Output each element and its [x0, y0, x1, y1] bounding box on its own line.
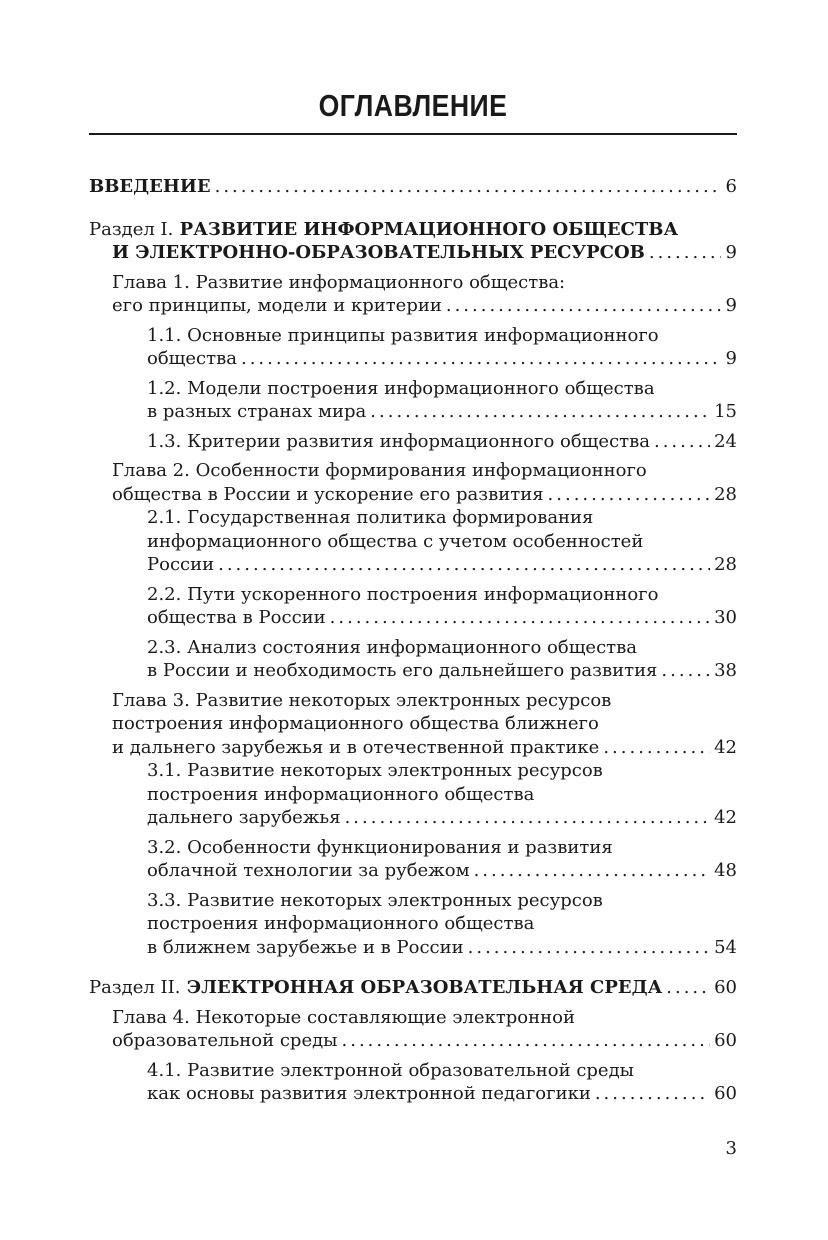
- leader-dots: [661, 659, 710, 683]
- page-number: 3: [725, 1138, 737, 1159]
- toc-entry-label: общества в России: [147, 607, 326, 628]
- toc-subsection-1-2[interactable]: [147, 377, 737, 424]
- leader-dots: [603, 736, 710, 760]
- toc-subsection-4-1[interactable]: [147, 1059, 737, 1106]
- toc-entry-line: Глава 1. Развитие информационного общества:: [112, 271, 566, 293]
- toc-entry-label: [89, 976, 662, 1000]
- leader-dots: [330, 606, 710, 630]
- toc-page-number: 60: [714, 977, 737, 998]
- toc-entry-line: 2.1. Государственная политика формирования: [147, 507, 594, 528]
- toc-subsection-3-1[interactable]: [147, 759, 737, 830]
- toc-entry-label: общества: [147, 348, 237, 369]
- toc-subsection-2-1[interactable]: [147, 506, 737, 577]
- toc-subsection-1-1[interactable]: [147, 324, 737, 371]
- toc-subsection-2-3[interactable]: [147, 636, 737, 683]
- toc-page-number: 9: [725, 295, 737, 316]
- leader-dots: [474, 859, 711, 883]
- toc-entry-label: и дальнего зарубежья и в отечественной практике: [112, 736, 600, 758]
- toc-page-number: 42: [714, 807, 737, 828]
- leader-dots: [342, 1029, 711, 1053]
- toc-entry-label: РАЗВИТИЕ ИНФОРМАЦИОННОГО ОБЩЕСТВА: [173, 218, 679, 240]
- toc-subsection-2-2[interactable]: [147, 583, 737, 630]
- leader-dots: [654, 430, 710, 454]
- toc-entry-line: 2.3. Анализ состояния информационного общества: [147, 636, 637, 658]
- toc-entry-label: как основы развития электронной педагогики: [147, 1083, 591, 1104]
- toc-entry-intro[interactable]: [89, 175, 737, 199]
- leader-dots: [218, 553, 710, 577]
- toc-entry-label: в разных странах мира: [147, 401, 367, 422]
- leader-dots: [241, 347, 721, 371]
- toc-page-number: 6: [725, 176, 737, 197]
- leader-dots: [666, 976, 710, 1000]
- toc-entry-line: построения информационного общества ближнего: [112, 713, 599, 734]
- title-rule: [89, 133, 737, 135]
- toc-entry-line: 1.2. Модели построения информационного общества: [147, 377, 655, 399]
- toc-chapter-4[interactable]: [112, 1006, 737, 1053]
- toc-entry-label: облачной технологии за рубежом: [147, 860, 470, 881]
- toc-subsection-3-2[interactable]: [147, 836, 737, 883]
- toc-entry-label: в России и необходимость его дальнейшего развития: [147, 660, 658, 681]
- leader-dots: [446, 294, 721, 318]
- page-title: ОГЛАВЛЕНИЕ: [318, 88, 508, 123]
- toc-page-number: 24: [714, 430, 737, 452]
- leader-dots: [370, 400, 710, 424]
- toc-entry-line: [89, 218, 737, 242]
- toc-page-number: 48: [714, 860, 737, 881]
- toc-entry-line: 2.2. Пути ускоренного построения информационного: [147, 583, 659, 605]
- toc-section-1[interactable]: [89, 218, 737, 265]
- toc-page-number: 15: [714, 401, 737, 422]
- toc-page: [89, 0, 737, 1240]
- leader-dots: [595, 1082, 710, 1106]
- toc-entry-line: 4.1. Развитие электронной образовательной среды: [147, 1059, 634, 1081]
- toc-section-2[interactable]: [89, 976, 737, 1000]
- toc-page-number: 28: [714, 483, 737, 505]
- leader-dots: [215, 175, 721, 199]
- leader-dots: [649, 241, 721, 265]
- toc-chapter-1[interactable]: [112, 271, 737, 318]
- toc-entry-line: 1.1. Основные принципы развития информационного: [147, 324, 659, 346]
- leader-dots: [468, 936, 710, 960]
- toc-entry-label: в ближнем зарубежье и в России: [147, 936, 464, 958]
- toc-page-number: 38: [714, 660, 737, 681]
- toc-subsection-1-3[interactable]: [147, 430, 737, 454]
- toc-entry-label: 1.3. Критерии развития информационного общества: [147, 430, 650, 452]
- toc-entry-line: 3.3. Развитие некоторых электронных ресурсов: [147, 889, 603, 911]
- toc-entry-line: 3.2. Особенности функционирования и развития: [147, 836, 613, 858]
- toc-entry-line: Глава 2. Особенности формирования информационного: [112, 460, 647, 481]
- toc-page-number: 30: [714, 607, 737, 628]
- toc-page-number: 9: [725, 242, 737, 263]
- toc-entry-line: построения информационного общества: [147, 783, 535, 805]
- toc-entry-line: 3.1. Развитие некоторых электронных ресурсов: [147, 760, 603, 781]
- table-of-contents: [89, 175, 737, 1106]
- toc-entry-line: информационного общества с учетом особенностей: [147, 530, 644, 552]
- toc-entry-label: образовательной среды: [112, 1030, 338, 1051]
- toc-entry-label: ВВЕДЕНИЕ: [89, 176, 211, 197]
- toc-entry-label: общества в России и ускорение его развития: [112, 483, 544, 505]
- section-title: ЭЛЕКТРОННАЯ ОБРАЗОВАТЕЛЬНАЯ СРЕДА: [180, 977, 663, 998]
- section-prefix: Раздел I.: [89, 218, 174, 240]
- toc-page-number: 60: [714, 1030, 737, 1051]
- leader-dots: [345, 806, 711, 830]
- toc-page-number: 28: [714, 554, 737, 575]
- toc-entry-line: построения информационного общества: [147, 913, 535, 934]
- toc-page-number: 9: [725, 348, 737, 369]
- toc-page-number: 54: [714, 936, 737, 958]
- toc-entry-label: его принципы, модели и критерии: [112, 295, 442, 316]
- toc-entry-label: И ЭЛЕКТРОННО-ОБРАЗОВАТЕЛЬНЫХ РЕСУРСОВ: [112, 242, 645, 263]
- leader-dots: [548, 483, 711, 507]
- toc-entry-label: дальнего зарубежья: [147, 807, 341, 828]
- toc-page-number: 42: [714, 736, 737, 758]
- toc-chapter-3[interactable]: [112, 689, 737, 760]
- toc-subsection-3-3[interactable]: [147, 889, 737, 960]
- toc-entry-label: России: [147, 554, 215, 575]
- toc-chapter-2[interactable]: [112, 459, 737, 506]
- toc-page-number: 60: [714, 1083, 737, 1104]
- toc-entry-line: Глава 3. Развитие некоторых электронных ресурсов: [112, 689, 612, 711]
- toc-entry-line: Глава 4. Некоторые составляющие электронной: [112, 1006, 575, 1028]
- section-prefix: Раздел II.: [89, 977, 181, 998]
